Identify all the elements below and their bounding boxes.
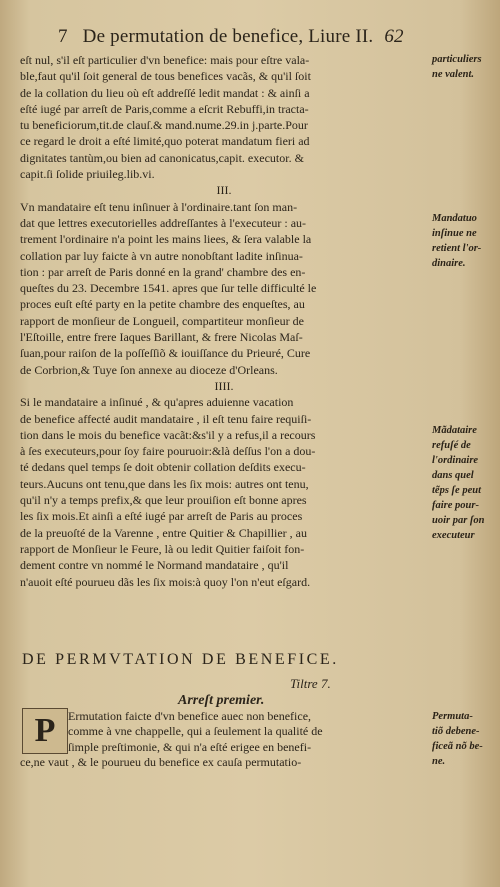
- folio-left: 7: [58, 26, 68, 47]
- margin-note-line: Mãdataire: [432, 425, 477, 436]
- arrest-text: [20, 709, 428, 771]
- main-text: [20, 52, 428, 590]
- text-line: tu beneficiorum,tit.de clauſ.& mand.nume.29.in j.parte.Pour: [20, 118, 308, 133]
- text-line: capit.ſi ſolide priuileg.lib.vi.: [20, 167, 155, 182]
- text-line: teurs.Aucuns ont tenu,que dans les ſix mois: autres ont tenu,: [20, 476, 309, 491]
- margin-note-line: ficeã nõ be-: [432, 741, 483, 752]
- drop-cap-letter: P: [34, 712, 56, 749]
- text-line: de benefice affecté audit mandataire , il eſt tenu faire requiſi-: [20, 411, 312, 426]
- margin-note-line: refuſé de: [432, 440, 471, 451]
- margin-note-line: tẽps ſe peut: [432, 485, 481, 496]
- margin-note-line: tiõ debene-: [432, 726, 480, 737]
- text-line: collation par luy faicte à vn autre nonobſtant ladite inſinua-: [20, 248, 303, 263]
- text-line: l'Eſtoille, entre frere Iaques Barillant, & frere Nicolas Maſ-: [20, 330, 303, 345]
- text-line: queſtes du 23. Decembre 1541. apres que ſur telle difficulté le: [20, 281, 317, 296]
- text-line: proces euſt eſté party en la petite chambre des enqueſtes, au: [20, 297, 305, 312]
- text-line: ce,ne vaut , & le pourueu du benefice ex cauſa permutatio-: [20, 755, 302, 770]
- text-line: tion : par arreſt de Paris donné en la grand' chambre des en-: [20, 264, 306, 279]
- text-line: de la preuoſté de la Varenne , entre Quitier & Chapillier , au: [20, 525, 308, 540]
- text-line: de Corbrion,& Tuye ſon annexe au dioceze d'Orleans.: [20, 362, 278, 377]
- text-line: de la collation du lieu où eſt addreſſé ledit mandat : & ainſi a: [20, 85, 310, 100]
- running-header: [58, 26, 418, 48]
- margin-note-line: inſinue ne: [432, 228, 477, 239]
- article-number: III.: [216, 183, 232, 198]
- margin-note-mandataire-refuse: [432, 423, 498, 543]
- margin-note-line: l'ordinaire: [432, 455, 479, 466]
- text-line: eſt nul, s'il eſt particulier d'vn benefice: mais pour eſtre vala-: [20, 53, 310, 67]
- text-line: les ſix mois.Et ainſi a eſté iugé par arreſt de Paris au proces: [20, 509, 303, 524]
- text-line: rapport de monſieur de Longueil, compartiteur monſieur de: [20, 313, 304, 328]
- margin-note-line: ne valent.: [432, 69, 474, 80]
- text-line: rapport de Monſieur le Feure, là ou ledit Quitier faiſoit fon-: [20, 541, 305, 556]
- text-line: ble,faut qu'il ſoit general de tous benefices vacãs, & qu'il ſoit: [20, 69, 311, 84]
- text-line: dement contre vn nommé le Normand mandataire , qu'il: [20, 558, 289, 573]
- text-line: té dedans quel temps ſe doit obtenir collation deſdits execu-: [20, 460, 306, 475]
- text-line: dat que lettres executorielles addreſſantes à l'executeur : au-: [20, 215, 307, 230]
- text-line: Vn mandataire eſt tenu inſinuer à l'ordinaire.tant ſon man-: [20, 199, 298, 214]
- margin-note-line: Permuta-: [432, 711, 473, 722]
- text-line: dignitates tantùm,ou bien ad canonicatus,capit. executor. &: [20, 150, 304, 165]
- margin-note-line: faire pour-: [432, 500, 479, 511]
- margin-note-line: retient l'or-: [432, 243, 482, 254]
- text-line: eſté iugé par arreſt de Paris,comme a eſcrit Rebuffi,in tracta-: [20, 101, 309, 116]
- text-line: comme à vne chappelle, qui a ſeulement la qualité de: [68, 724, 323, 739]
- book-label: Liure II.: [308, 26, 374, 47]
- margin-note-line: uoir par ſon: [432, 515, 485, 526]
- folio-right: 62: [384, 26, 404, 47]
- margin-note-mandataire: [432, 211, 498, 271]
- text-line: Si le mandataire a inſinué , & qu'apres aduienne vacation: [20, 395, 294, 410]
- text-line: à ſes executeurs,pour ſoy faire pouruoir:&là deſſus l'on a dou-: [20, 444, 316, 459]
- text-line: tion dans le mois du benefice vacãt:&s'il y a refus,il a recours: [20, 427, 316, 442]
- text-line: ſimple preſtimonie, & qui n'a eſté erigee en benefi-: [68, 739, 312, 754]
- text-line: ce regard le droit a eſté limité,quo poterat mandatum fieri ad: [20, 134, 310, 149]
- margin-note-permutation: [432, 709, 498, 769]
- margin-note-particuliers: [432, 52, 498, 82]
- text-line: Ermutation faicte d'vn benefice auec non benefice,: [68, 709, 312, 723]
- article-number: IIII.: [214, 378, 234, 393]
- arrest-heading: Arreſt premier.: [178, 693, 265, 708]
- text-line: n'auoit eſté pourueu dãs les ſix mois:à quoy l'on n'eut eſgard.: [20, 574, 311, 589]
- margin-note-line: Mandatuo: [432, 213, 477, 224]
- margin-note-line: dinaire.: [432, 258, 466, 269]
- text-line: qu'il n'y a temps prefix,& que leur prouiſion eſt bonne apres: [20, 493, 307, 508]
- margin-note-line: dans quel: [432, 470, 474, 481]
- margin-note-line: particuliers: [432, 54, 482, 65]
- margin-note-line: ne.: [432, 756, 446, 767]
- section-title: DE PERMVTATION DE BENEFICE.: [22, 651, 339, 668]
- text-line: ſuan,pour raiſon de la poſſeſſiõ & iouiſſance du Prieuré, Cure: [20, 346, 311, 361]
- title-number: Tiltre 7.: [290, 676, 331, 691]
- running-title: De permutation de benefice,: [82, 26, 304, 47]
- text-line: trement l'ordinaire n'a point les mains liees, & ſera valable la: [20, 232, 312, 247]
- margin-note-line: executeur: [432, 530, 475, 541]
